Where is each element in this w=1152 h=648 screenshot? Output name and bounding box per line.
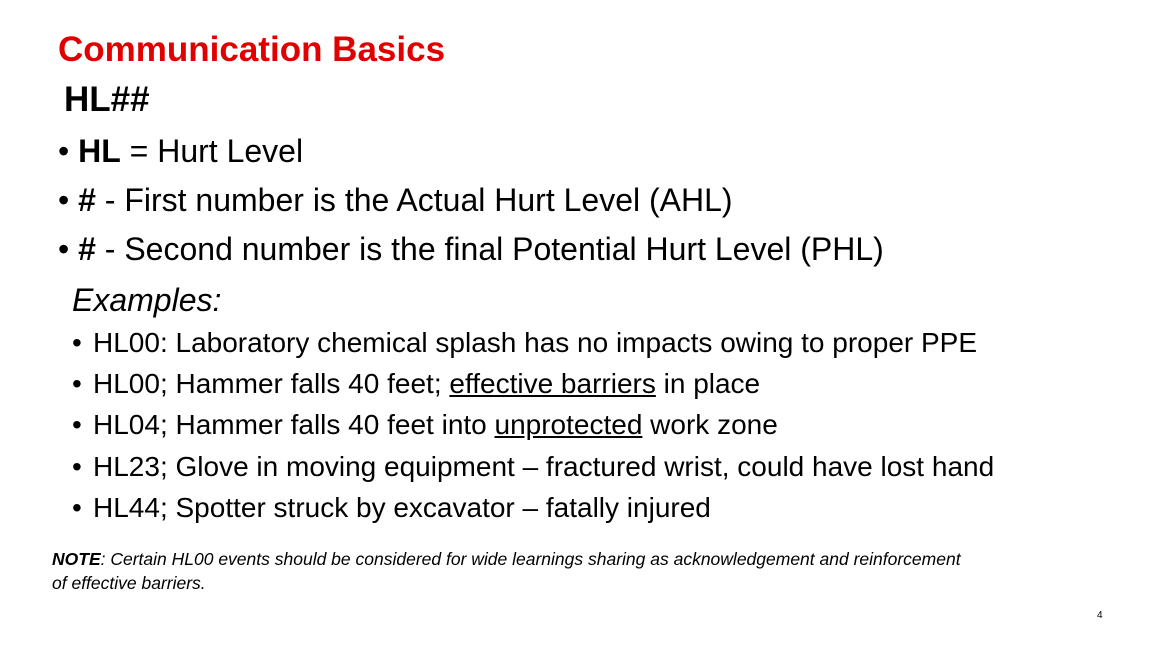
bullet-item xyxy=(58,229,884,269)
note-line-1 xyxy=(52,547,961,571)
examples-heading: Examples: xyxy=(72,282,222,318)
example-bullet: • xyxy=(72,492,82,523)
example-item xyxy=(72,407,778,443)
bullet-text: - Second number is the final Potential Hurt Level (PHL) xyxy=(95,231,884,267)
note-label: NOTE xyxy=(52,549,101,569)
example-text-after: in place xyxy=(655,368,761,399)
note-text: : Certain HL00 events should be considered for wide learnings sharing as acknowledgement and reinforcement xyxy=(100,549,961,569)
bullet-term: HL xyxy=(78,133,121,169)
example-text: HL04; Hammer falls 40 feet into xyxy=(93,409,495,440)
example-text: HL23; Glove in moving equipment – fractured wrist, could have lost hand xyxy=(93,451,995,482)
example-text-after: work zone xyxy=(642,409,778,440)
example-item xyxy=(72,325,977,361)
example-underlined: unprotected xyxy=(494,409,643,440)
example-bullet: • xyxy=(72,409,82,440)
example-text: HL44; Spotter struck by excavator – fatally injured xyxy=(93,492,711,523)
bullet-term: # xyxy=(78,231,96,267)
slide-subtitle: HL## xyxy=(64,80,150,119)
bullet-item xyxy=(58,180,733,220)
bullet-term: # xyxy=(78,182,96,218)
example-bullet: • xyxy=(72,327,82,358)
example-underlined: effective barriers xyxy=(449,368,656,399)
example-bullet: • xyxy=(72,368,82,399)
note-line-2: of effective barriers. xyxy=(52,573,206,593)
example-item xyxy=(72,449,994,485)
bullet-text: = Hurt Level xyxy=(120,133,304,169)
bullet-item xyxy=(58,131,303,171)
page-number: 4 xyxy=(1097,610,1103,621)
example-item xyxy=(72,366,760,402)
bullet-marker: • xyxy=(58,182,70,218)
bullet-marker: • xyxy=(58,133,70,169)
slide-title: Communication Basics xyxy=(58,30,446,69)
bullet-marker: • xyxy=(58,231,70,267)
example-item xyxy=(72,490,711,526)
bullet-text: - First number is the Actual Hurt Level (AHL) xyxy=(95,182,733,218)
example-text: HL00: Laboratory chemical splash has no impacts owing to proper PPE xyxy=(93,327,978,358)
example-bullet: • xyxy=(72,451,82,482)
example-text: HL00; Hammer falls 40 feet; xyxy=(93,368,450,399)
